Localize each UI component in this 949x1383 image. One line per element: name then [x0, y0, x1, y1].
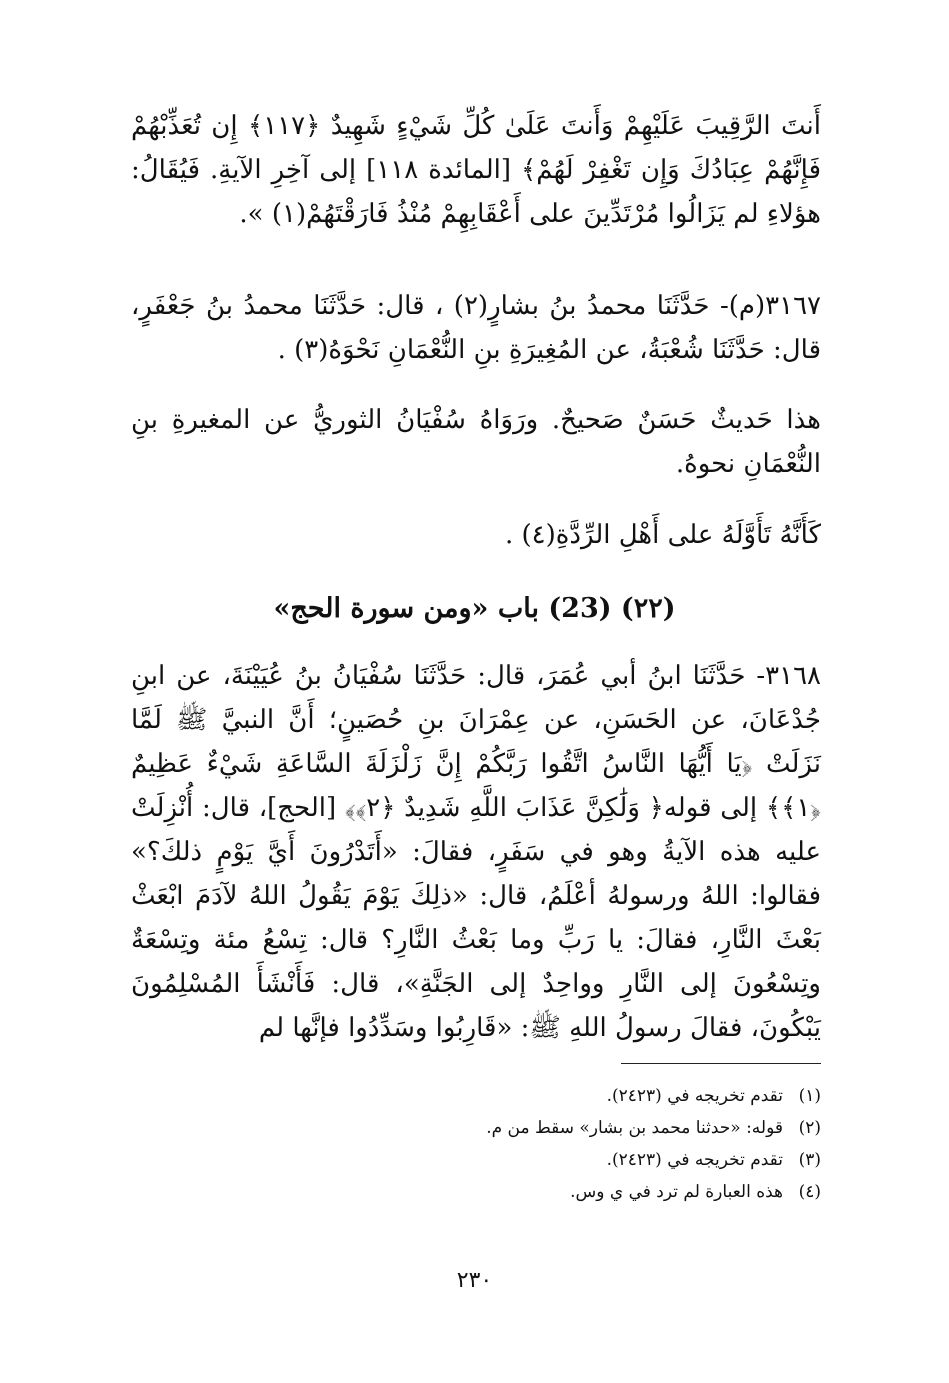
footnote-number: (٣)	[798, 1150, 821, 1170]
footnote-text: قوله: «حدثنا محمد بن بشار» سقط من م.	[486, 1118, 783, 1138]
page-number: ٢٣٠	[456, 1268, 493, 1293]
footnote-number: (٤)	[798, 1182, 821, 1202]
footnotes	[131, 1080, 821, 1208]
footnote-3	[131, 1144, 821, 1176]
chapter-heading: (٢٢) (23) باب «ومن سورة الحج»	[273, 593, 676, 624]
footnote-separator	[621, 1063, 821, 1064]
paragraph-hadith-3168: ٣١٦٨- حَدَّثَنَا ابنُ أبي عُمَرَ، قال: حَدَّثَنَا سُفْيَانُ بنُ عُيَيْنَةَ، عن ابنِ جُدْعَانَ، عن الحَسَنِ، عن عِمْرَانَ بنِ حُصَينٍ؛ أَنَّ النبيَّ ﷺ لَمَّا نَزَلَتْ ﴿يَا أَيُّهَا النَّاسُ اتَّقُوا رَبَّكُمْ إِنَّ زَلْزَلَةَ السَّاعَةِ شَيْءٌ عَظِيمٌ ﴿١﴾﴾ إلى قوله﴿ وَلَٰكِنَّ عَذَابَ اللَّهِ شَدِيدٌ ﴿٢﴾﴾ [الحج]، قال: أُنْزِلَتْ عليه هذه الآيةُ وهو في سَفَرٍ، فقالَ: «أَتَدْرُونَ أَيَّ يَوْمٍ ذلكَ؟» فقالوا: اللهُ ورسولهُ أعْلَمُ، قال: «ذلِكَ يَوْمَ يَقُولُ اللهُ لآدَمَ ابْعَثْ بَعْثَ النَّارِ، فقالَ: يا رَبِّ وما بَعْثُ النَّارِ؟ قال: تِسْعُ مئة وتِسْعَةٌ وتِسْعُونَ إلى النَّارِ وواحِدٌ إلى الجَنَّةِ»، قال: فَأَنْشَأَ المُسْلِمُونَ يَبْكُونَ، فقالَ رسولُ اللهِ ﷺ: «قَارِبُوا وسَدِّدُوا فإنَّها لم	[131, 661, 821, 1043]
footnote-number: (١)	[798, 1086, 821, 1106]
footnote-2	[131, 1112, 821, 1144]
footnote-4	[131, 1176, 821, 1208]
paragraph-grading: هذا حَديثٌ حَسَنٌ صَحيحٌ. ورَوَاهُ سُفْيَانُ الثوريُّ عن المغيرةِ بنِ النُّعْمَانِ نحوهُ.	[131, 405, 821, 479]
paragraph-commentary: كَأَنَّهُ تَأَوَّلَهُ على أَهْلِ الرِّدَّةِ(٤) .	[504, 520, 821, 550]
footnote-1	[131, 1080, 821, 1112]
footnote-text: تقدم تخريجه في (٢٤٢٣).	[606, 1150, 783, 1170]
footnote-text: هذه العبارة لم ترد في ي وس.	[570, 1182, 783, 1202]
footnote-text: تقدم تخريجه في (٢٤٢٣).	[606, 1086, 783, 1106]
paragraph-hadith-3167m: ٣١٦٧(م)- حَدَّثَنَا محمدُ بنُ بشارٍ(٢) ، قال: حَدَّثَنَا محمدُ بنُ جَعْفَرٍ، قال: حَدَّثَنَا شُعْبَةُ، عن المُغِيرَةِ بنِ النُّعْمَانِ نَحْوَهُ(٣) .	[131, 291, 821, 365]
paragraph-quran-continuation: أَنتَ الرَّقِيبَ عَلَيْهِمْ وَأَنتَ عَلَىٰ كُلِّ شَيْءٍ شَهِيدٌ ﴿١١٧﴾ إِن تُعَذِّبْهُمْ فَإِنَّهُمْ عِبَادُكَ وَإِن تَغْفِرْ لَهُمْ﴾ [المائدة ١١٨] إلى آخِرِ الآيةِ. فَيُقَالُ: هؤلاءِ لم يَزَالُوا مُرْتَدِّينَ على أَعْقَابِهِمْ مُنْذُ فَارَقْتَهُمْ(١) ».	[131, 111, 821, 229]
footnote-number: (٢)	[798, 1118, 821, 1138]
